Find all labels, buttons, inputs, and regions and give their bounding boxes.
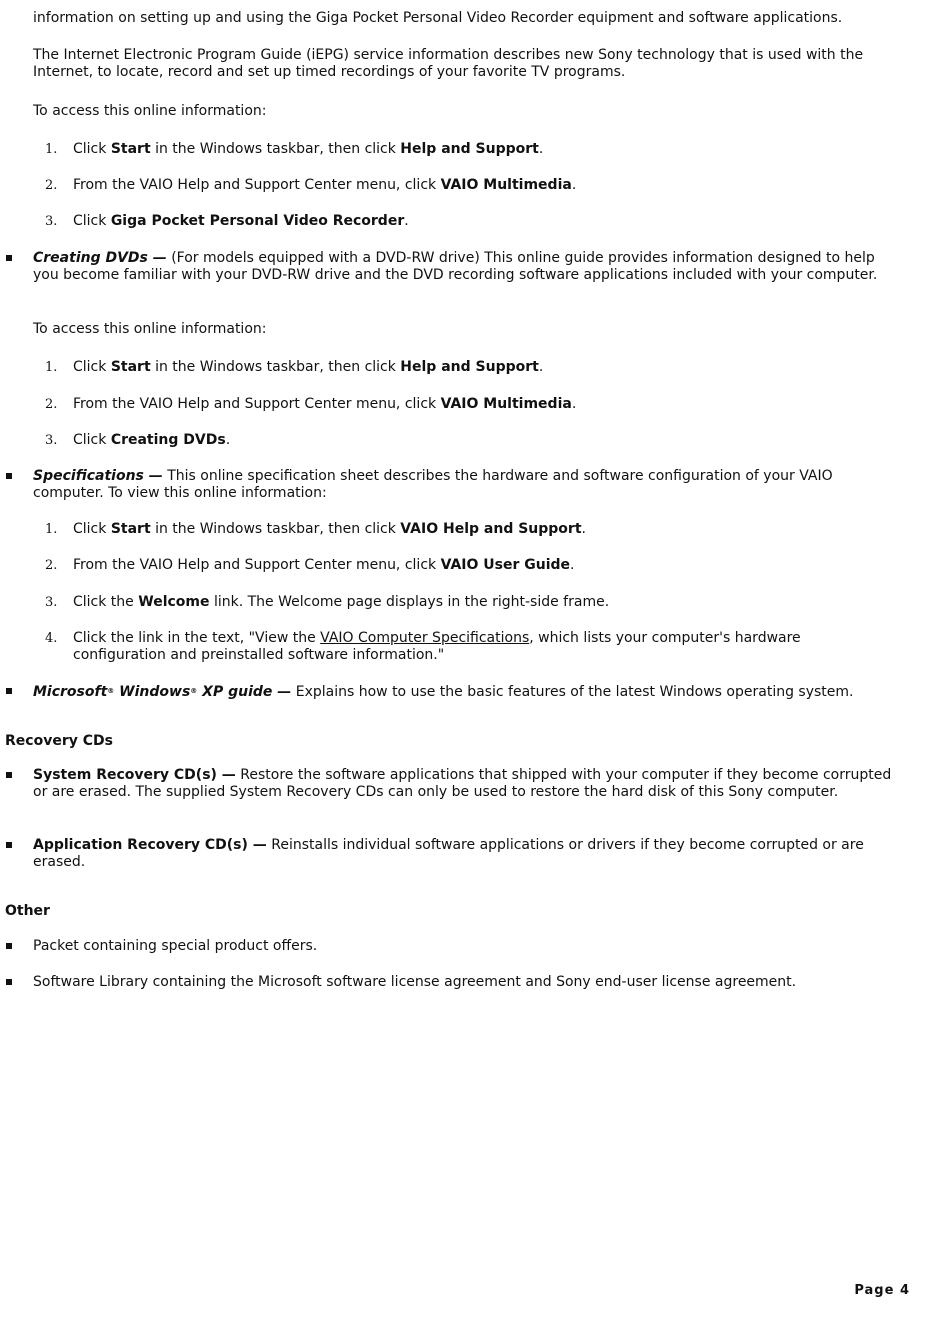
- bullet-icon: [6, 979, 12, 985]
- recovery-heading: Recovery CDs: [5, 733, 113, 749]
- system-recovery-item: System Recovery CD(s) — Restore the software applications that shipped with your computer if they become corrupted or are erased. The supplied System Recovery CDs can only be used to restore the hard disk of this Sony computer.: [33, 767, 892, 800]
- step-number: 2.: [45, 397, 58, 412]
- bullet-icon: [6, 255, 12, 261]
- intro-access-text: To access this online information:: [33, 103, 267, 119]
- step-number: 1.: [45, 142, 58, 157]
- intro-line: information on setting up and using the Giga Pocket Personal Video Recorder equipment and software applications.: [33, 10, 843, 26]
- page-number: Page 4: [854, 1283, 910, 1298]
- xp-guide-paragraph: Microsoft® Windows® XP guide — Explains how to use the basic features of the latest Windows operating system.: [33, 684, 854, 700]
- iepg-paragraph: The Internet Electronic Program Guide (iEPG) service information describes new Sony technology that is used with the Internet, to locate, record and set up timed recordings of your favorite TV programs.: [33, 47, 864, 80]
- intro-step-1: Click Start in the Windows taskbar, then click Help and Support.: [73, 141, 544, 157]
- other-item: Packet containing special product offers.: [33, 938, 318, 954]
- specs-step-1: Click Start in the Windows taskbar, then click VAIO Help and Support.: [73, 521, 586, 537]
- bullet-icon: [6, 842, 12, 848]
- bullet-icon: [6, 943, 12, 949]
- bullet-icon: [6, 772, 12, 778]
- other-heading: Other: [5, 903, 50, 919]
- vaio-specifications-link[interactable]: VAIO Computer Specifications: [320, 630, 530, 646]
- dvd-access-text: To access this online information:: [33, 321, 267, 337]
- bullet-icon: [6, 473, 12, 479]
- step-number: 3.: [45, 595, 58, 610]
- step-number: 2.: [45, 558, 58, 573]
- other-item: Software Library containing the Microsoft software license agreement and Sony end-user license agreement.: [33, 974, 797, 990]
- dvd-step-1: Click Start in the Windows taskbar, then click Help and Support.: [73, 359, 544, 375]
- step-number: 1.: [45, 522, 58, 537]
- specs-step-4: Click the link in the text, "View the VAIO Computer Specifications, which lists your computer's hardware configuration and preinstalled software information.": [73, 630, 801, 663]
- step-number: 3.: [45, 214, 58, 229]
- dvd-step-2: From the VAIO Help and Support Center menu, click VAIO Multimedia.: [73, 396, 577, 412]
- application-recovery-item: Application Recovery CD(s) — Reinstalls individual software applications or drivers if they become corrupted or are erased.: [33, 837, 864, 870]
- bullet-icon: [6, 688, 12, 694]
- specs-step-2: From the VAIO Help and Support Center menu, click VAIO User Guide.: [73, 557, 575, 573]
- specs-step-3: Click the Welcome link. The Welcome page displays in the right-side frame.: [73, 594, 610, 610]
- intro-step-2: From the VAIO Help and Support Center menu, click VAIO Multimedia.: [73, 177, 577, 193]
- step-number: 2.: [45, 178, 58, 193]
- specs-paragraph: Specifications — This online specification sheet describes the hardware and software configuration of your VAIO computer. To view this online information:: [33, 468, 833, 501]
- intro-step-3: Click Giga Pocket Personal Video Recorder.: [73, 213, 409, 229]
- dvd-paragraph: Creating DVDs — (For models equipped with a DVD-RW drive) This online guide provides information designed to help you become familiar with your DVD-RW drive and the DVD recording software applications included with your computer.: [33, 250, 878, 283]
- dvd-step-3: Click Creating DVDs.: [73, 432, 231, 448]
- step-number: 3.: [45, 433, 58, 448]
- step-number: 4.: [45, 631, 58, 646]
- step-number: 1.: [45, 360, 58, 375]
